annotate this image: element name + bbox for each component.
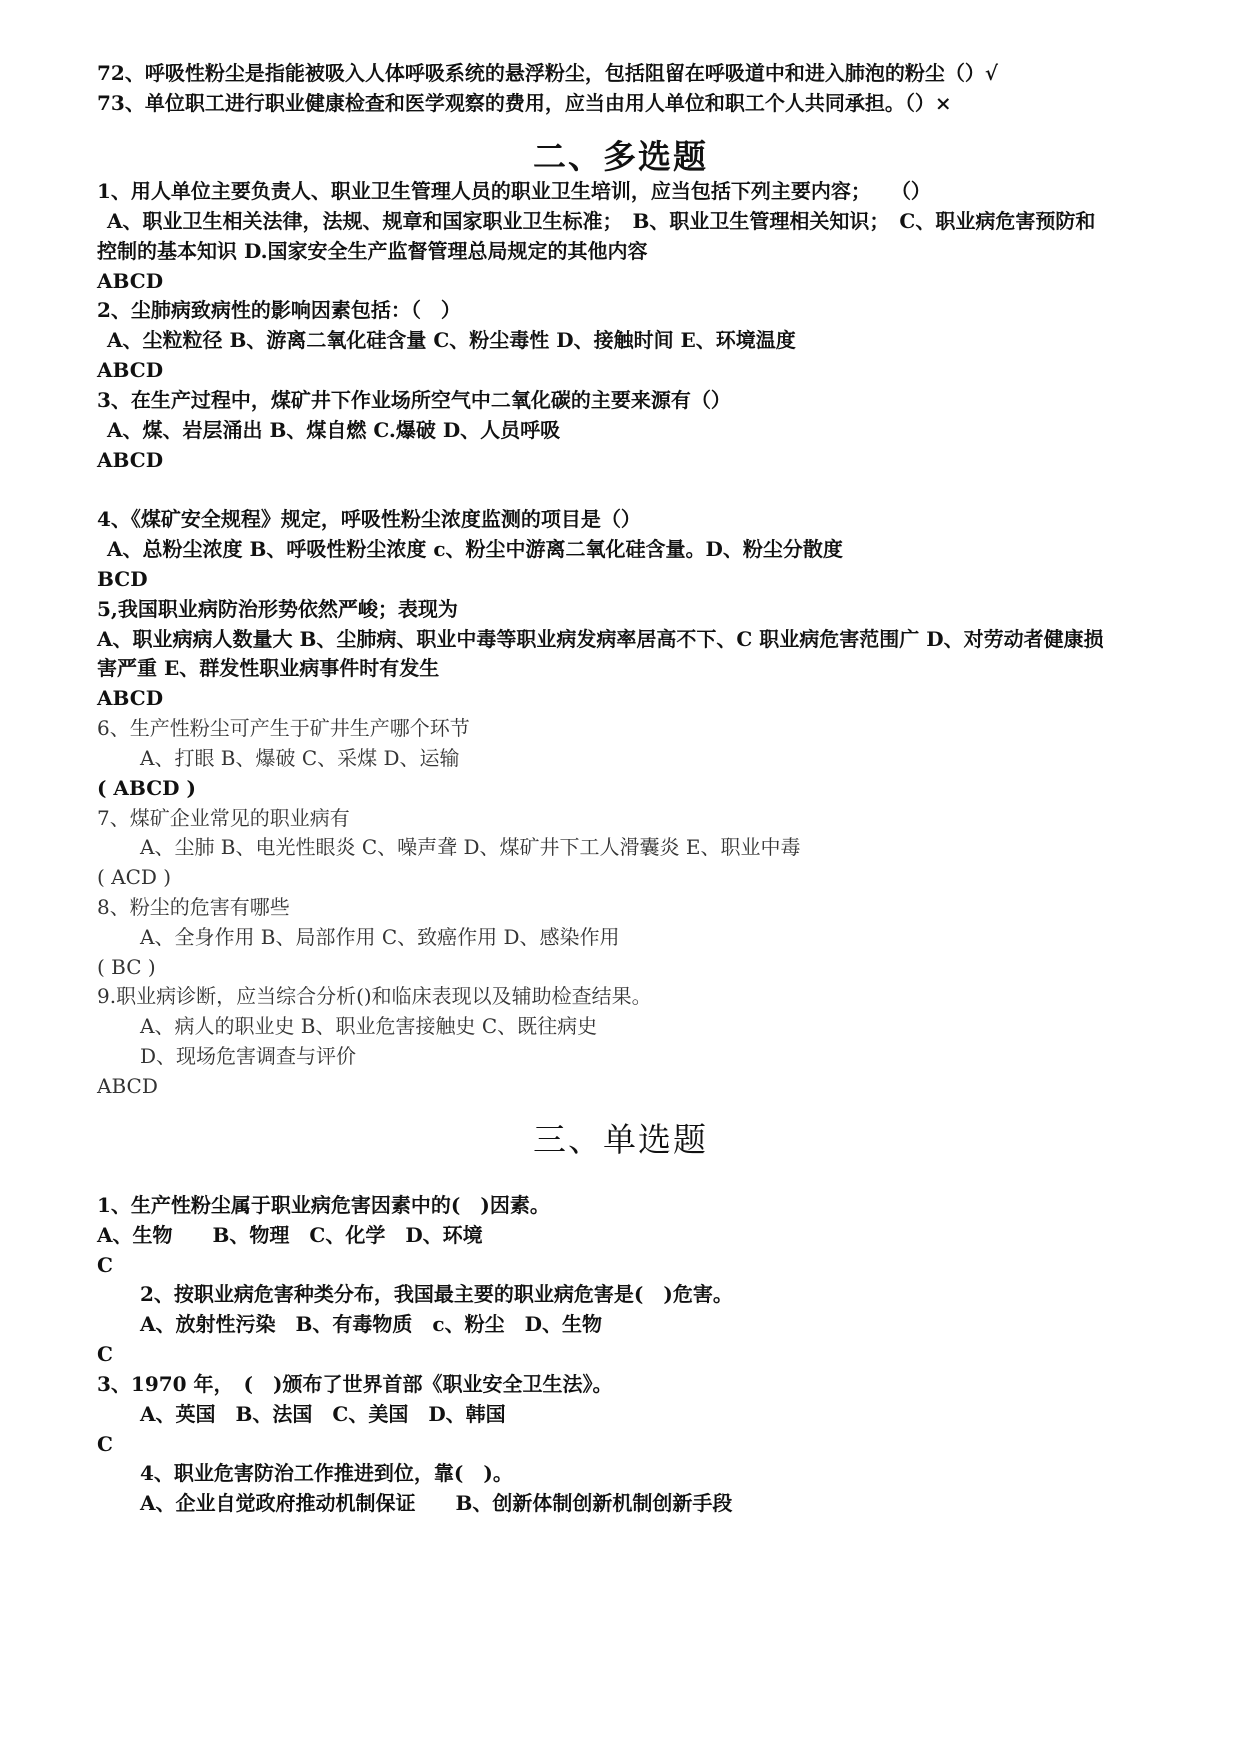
multi-q2-answer: ABCD (97, 358, 164, 382)
multi-q2-options: A、尘粒粒径 B、游离二氧化硅含量 C、粉尘毒性 D、接触时间 E、环境温度 (107, 328, 796, 352)
multi-q5-options-line1: A、职业病病人数量大 B、尘肺病、职业中毒等职业病发病率居高不下、C 职业病危害范围广 D、对劳动者健康损 (97, 627, 1104, 651)
multi-q7-text: 7、煤矿企业常见的职业病有 (97, 806, 350, 830)
single-q4-options: A、企业自觉政府推动机制保证 B、创新体制创新机制创新手段 (140, 1491, 733, 1515)
multi-q1-answer: ABCD (97, 269, 164, 293)
single-q4-text: 4、职业危害防治工作推进到位，靠( )。 (140, 1461, 513, 1485)
multi-q8-text: 8、粉尘的危害有哪些 (97, 895, 290, 919)
multi-q2-text: 2、尘肺病致病性的影响因素包括：（ ） (97, 298, 461, 322)
multi-q5-answer: ABCD (97, 686, 164, 710)
multi-q9-answer: ABCD (97, 1074, 158, 1098)
multi-q3-answer: ABCD (97, 448, 164, 472)
single-q3-answer: C (97, 1432, 113, 1456)
multi-q6-answer: ( ABCD ) (97, 776, 196, 800)
multi-q5-text: 5,我国职业病防治形势依然严峻；表现为 (97, 597, 458, 621)
multi-q1-options-line2: 控制的基本知识 D.国家安全生产监督管理总局规定的其他内容 (97, 239, 648, 263)
multi-q4-answer: BCD (97, 567, 148, 591)
multi-q6-options: A、打眼 B、爆破 C、采煤 D、运输 (140, 746, 460, 770)
multi-q7-options: A、尘肺 B、电光性眼炎 C、噪声聋 D、煤矿井下工人滑囊炎 E、职业中毒 (140, 835, 801, 859)
multi-q6-text: 6、生产性粉尘可产生于矿井生产哪个环节 (97, 716, 470, 740)
multi-q1-text: 1、用人单位主要负责人、职业卫生管理人员的职业卫生培训，应当包括下列主要内容； （） (97, 179, 931, 203)
single-q1-answer: C (97, 1253, 113, 1277)
single-q3-options: A、英国 B、法国 C、美国 D、韩国 (140, 1402, 506, 1426)
question-73: 73、单位职工进行职业健康检查和医学观察的费用，应当由用人单位和职工个人共同承担。（）× (97, 91, 952, 115)
multi-q1-options-line1: A、职业卫生相关法律，法规、规章和国家职业卫生标准； B、职业卫生管理相关知识； C、职业病危害预防和 (107, 209, 1096, 233)
multi-q7-answer: ( ACD ) (97, 865, 172, 889)
multi-q8-answer: ( BC ) (97, 955, 156, 979)
single-q1-text: 1、生产性粉尘属于职业病危害因素中的( )因素。 (97, 1193, 550, 1217)
single-q1-options: A、生物 B、物理 C、化学 D、环境 (97, 1223, 483, 1247)
single-q2-options: A、放射性污染 B、有毒物质 c、粉尘 D、生物 (140, 1312, 602, 1336)
single-q2-answer: C (97, 1342, 113, 1366)
single-choice-heading: 三、单选题 (533, 1120, 708, 1159)
multi-q3-options: A、煤、岩层涌出 B、煤自燃 C.爆破 D、人员呼吸 (107, 418, 561, 442)
multi-q9-options-line1: A、病人的职业史 B、职业危害接触史 C、既往病史 (140, 1014, 598, 1038)
multi-q4-options: A、总粉尘浓度 B、呼吸性粉尘浓度 c、粉尘中游离二氧化硅含量。D、粉尘分散度 (107, 537, 843, 561)
multi-q3-text: 3、在生产过程中，煤矿井下作业场所空气中二氧化碳的主要来源有（） (97, 388, 731, 412)
multi-q8-options: A、全身作用 B、局部作用 C、致癌作用 D、感染作用 (140, 925, 620, 949)
multi-choice-heading: 二、多选题 (533, 137, 708, 176)
multi-q9-options-line2: D、现场危害调查与评价 (140, 1044, 357, 1068)
multi-q5-options-line2: 害严重 E、群发性职业病事件时有发生 (97, 656, 440, 680)
multi-q9-text: 9.职业病诊断，应当综合分析()和临床表现以及辅助检查结果。 (97, 984, 652, 1008)
question-72: 72、呼吸性粉尘是指能被吸入人体呼吸系统的悬浮粉尘，包括阻留在呼吸道中和进入肺泡的粉尘（）√ (97, 61, 998, 85)
single-q2-text: 2、按职业病危害种类分布，我国最主要的职业病危害是( )危害。 (140, 1282, 733, 1306)
multi-q4-text: 4、《煤矿安全规程》规定，呼吸性粉尘浓度监测的项目是（） (97, 507, 641, 531)
single-q3-text: 3、1970 年， ( )颁布了世界首部《职业安全卫生法》。 (97, 1372, 613, 1396)
